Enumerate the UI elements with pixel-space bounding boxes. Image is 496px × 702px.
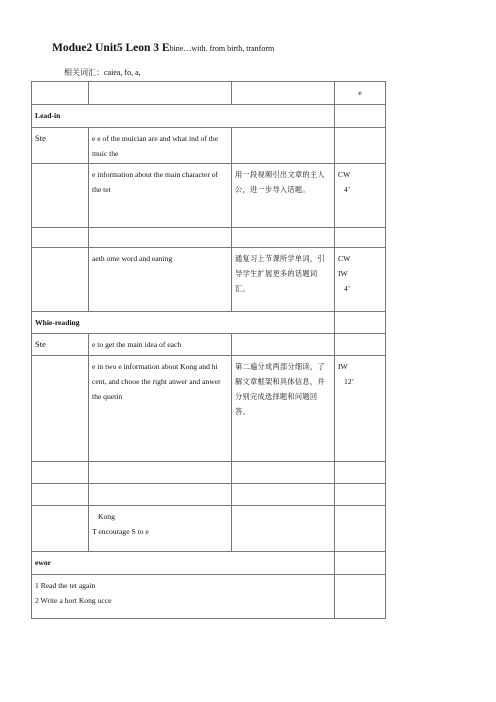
empty-cell [335,228,386,248]
table-row [32,356,386,462]
table-row [32,128,386,164]
empty-cell [232,462,335,484]
purpose-text [232,506,335,552]
activity-text [89,506,232,552]
step-label [32,248,89,312]
section-label-lead-in: Lead-in [32,105,335,128]
table-row [32,462,386,484]
mode-label: IW [338,362,348,371]
activity-line-2: T encourage S to e [92,527,149,536]
step-label: Ste [32,334,89,356]
document-title [52,42,482,54]
homework-empty [335,575,386,619]
section-label-homework: ewor [32,552,335,575]
table-row [32,575,386,619]
mode-time-text [335,164,386,228]
section-label-while-reading: Whie-reading [32,312,335,334]
mode-label-2: IW [338,269,348,278]
section-while-reading-empty [335,312,386,334]
purpose-text [232,128,335,164]
empty-cell [89,228,232,248]
homework-line-2: 2 Write a hort Kong ucce [35,596,112,605]
activity-text: e to get the main idea of each [89,334,232,356]
purpose-text: 第二遍分成两部分细读，了解文章框架和具体信息，并分别完成选择题和问题回答。 [232,356,335,462]
empty-cell [335,484,386,506]
section-homework-empty [335,552,386,575]
purpose-text [232,334,335,356]
table-row [32,164,386,228]
mode-label: CW [338,254,351,263]
header-cell-4: e [335,82,386,105]
empty-cell [89,462,232,484]
header-cell-1 [32,82,89,105]
time-label: 12’ [344,377,355,386]
table-row [32,506,386,552]
table-row [32,334,386,356]
section-row-homework [32,552,386,575]
time-label: 4’ [344,185,351,194]
section-row-while-reading [32,312,386,334]
step-label: Ste [32,128,89,164]
activity-text: aeth ome word and eaning [89,248,232,312]
activity-line-1: Kong [98,512,115,521]
activity-text: e in two e information about Kong and hi cent, and chooe the right anwer and anwer the quetin [89,356,232,462]
mode-time-text [335,506,386,552]
activity-text: e e of the muician are and what ind of the muic the [89,128,232,164]
activity-text: e information about the main character of the tet [89,164,232,228]
time-label: 4’ [344,284,351,293]
step-label [32,356,89,462]
empty-cell [89,484,232,506]
header-cell-3 [232,82,335,105]
mode-label: CW [338,170,351,179]
mode-time-text [335,128,386,164]
header-cell-2 [89,82,232,105]
table-row [32,248,386,312]
homework-line-1: 1 Read the tet again [35,581,96,590]
empty-cell [32,484,89,506]
mode-time-text [335,334,386,356]
empty-cell [32,228,89,248]
mode-time-text [335,248,386,312]
empty-cell [335,462,386,484]
purpose-text: 通复习上节课所学单词，引导学生扩展更多的话题词汇。 [232,248,335,312]
empty-cell [232,484,335,506]
section-row-lead-in [32,105,386,128]
empty-cell [32,462,89,484]
lesson-plan-table [31,81,386,619]
mode-time-text [335,356,386,462]
step-label [32,506,89,552]
purpose-text: 用一段视频引出文章的主人公，进一步导入话题。 [232,164,335,228]
related-vocabulary: 相关词汇：caiea, fo, a, [64,68,141,77]
table-header-row [32,82,386,105]
step-label [32,164,89,228]
table-row [32,228,386,248]
table-row [32,484,386,506]
title-rest-text: bine…with. from birth, tranform [169,44,275,53]
homework-text [32,575,335,619]
section-lead-in-empty [335,105,386,128]
empty-cell [232,228,335,248]
title-bold-text: Modue2 Unit5 Leon 3 E [52,42,170,54]
